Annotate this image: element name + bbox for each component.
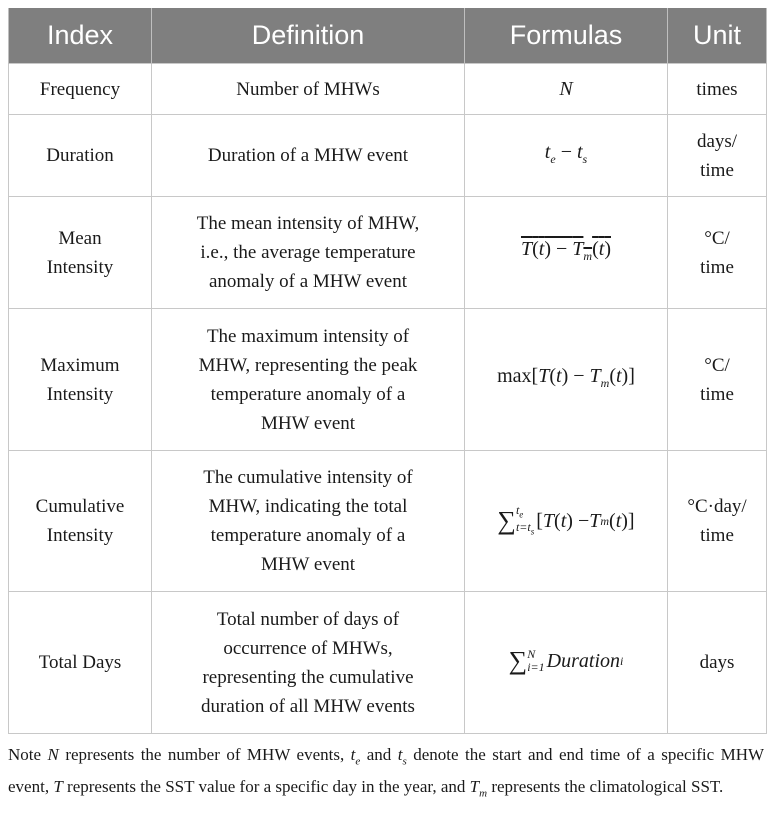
header-definition: Definition: [152, 8, 465, 64]
definition-cell: Duration of a MHW event: [152, 115, 465, 197]
unit-cell: days: [668, 592, 767, 734]
formula-cell: [465, 451, 668, 592]
formula-cell: [465, 197, 668, 309]
index-cell: Duration: [9, 115, 152, 197]
note-text-5: represents the climatological SST.: [491, 777, 724, 797]
note-var-tm: T: [469, 777, 480, 797]
index-cell: Frequency: [9, 64, 152, 115]
unit-cell: days/ time: [668, 115, 767, 197]
table-row: [9, 64, 767, 115]
note-var-ts: t: [397, 745, 403, 764]
definition-cell: The cumulative intensity of MHW, indicating the total temperature anomaly of a MHW event: [152, 451, 465, 592]
table-row: [9, 592, 767, 734]
formula-cell: [465, 115, 668, 197]
formula-total-days: ∑ N i=1 Duration i: [508, 646, 624, 676]
index-cell: Total Days: [9, 592, 152, 734]
index-cell: Cumulative Intensity: [9, 451, 152, 592]
formula-mean-intensity: $T(t) - T_m(t)$: [520, 237, 611, 263]
note-text-2: and: [366, 745, 392, 764]
note-var-te-sub: e: [355, 755, 361, 768]
table-row: [9, 197, 767, 309]
index-cell: Maximum Intensity: [9, 309, 152, 451]
note-var-t: T: [53, 777, 63, 797]
formula-cell: [465, 309, 668, 451]
note-var-tm-sub: m: [479, 787, 488, 800]
header-index: Index: [9, 8, 152, 64]
definition-cell: Number of MHWs: [152, 64, 465, 115]
note-text-1: represents the number of MHW events,: [65, 745, 345, 764]
table-row: [9, 115, 767, 197]
unit-cell: °C·day/ time: [668, 451, 767, 592]
formula-cell: [465, 64, 668, 115]
note-var-n: N: [47, 745, 59, 764]
unit-cell: times: [668, 64, 767, 115]
note-var-te: t: [350, 745, 356, 764]
note-text-3: denote the start and end time of a specific MHW event,: [8, 745, 765, 797]
table-row: [9, 309, 767, 451]
definition-cell: The maximum intensity of MHW, representing the peak temperature anomaly of a MHW event: [152, 309, 465, 451]
note-prefix: Note: [8, 745, 42, 764]
header-unit: Unit: [668, 8, 767, 64]
header-row: [9, 8, 767, 64]
index-cell: Mean Intensity: [9, 197, 152, 309]
formula-maximum-intensity: $\max[T(t) - T_m(t)]$: [497, 364, 635, 390]
formula-cell: [465, 592, 668, 734]
table-note: [8, 742, 764, 807]
unit-cell: °C/ time: [668, 309, 767, 451]
summation-sign: ∑: [508, 646, 528, 676]
summation-limits: $t_e$ $t=t_s$: [515, 502, 535, 537]
note-text-4: represents the SST value for a specific day in the year, and: [67, 777, 466, 797]
definition-cell: The mean intensity of MHW, i.e., the average temperature anomaly of a MHW event: [152, 197, 465, 309]
definition-cell: Total number of days of occurrence of MHWs, representing the cumulative duration of all MHW events: [152, 592, 465, 734]
formula-cumulative-intensity: ∑ $t_e$ $t=t_s$ [ T ( t ) − T m ( t )]: [497, 502, 635, 537]
summation-limits: N i=1: [527, 647, 545, 675]
table-row: [9, 451, 767, 592]
summation-sign: ∑: [497, 506, 516, 535]
mhw-index-table: [8, 8, 767, 734]
unit-cell: °C/ time: [668, 197, 767, 309]
note-var-ts-sub: s: [402, 755, 407, 768]
header-formulas: Formulas: [465, 8, 668, 64]
formula-frequency: N: [559, 77, 573, 100]
formula-duration: $t_e - t_s$: [544, 140, 588, 166]
